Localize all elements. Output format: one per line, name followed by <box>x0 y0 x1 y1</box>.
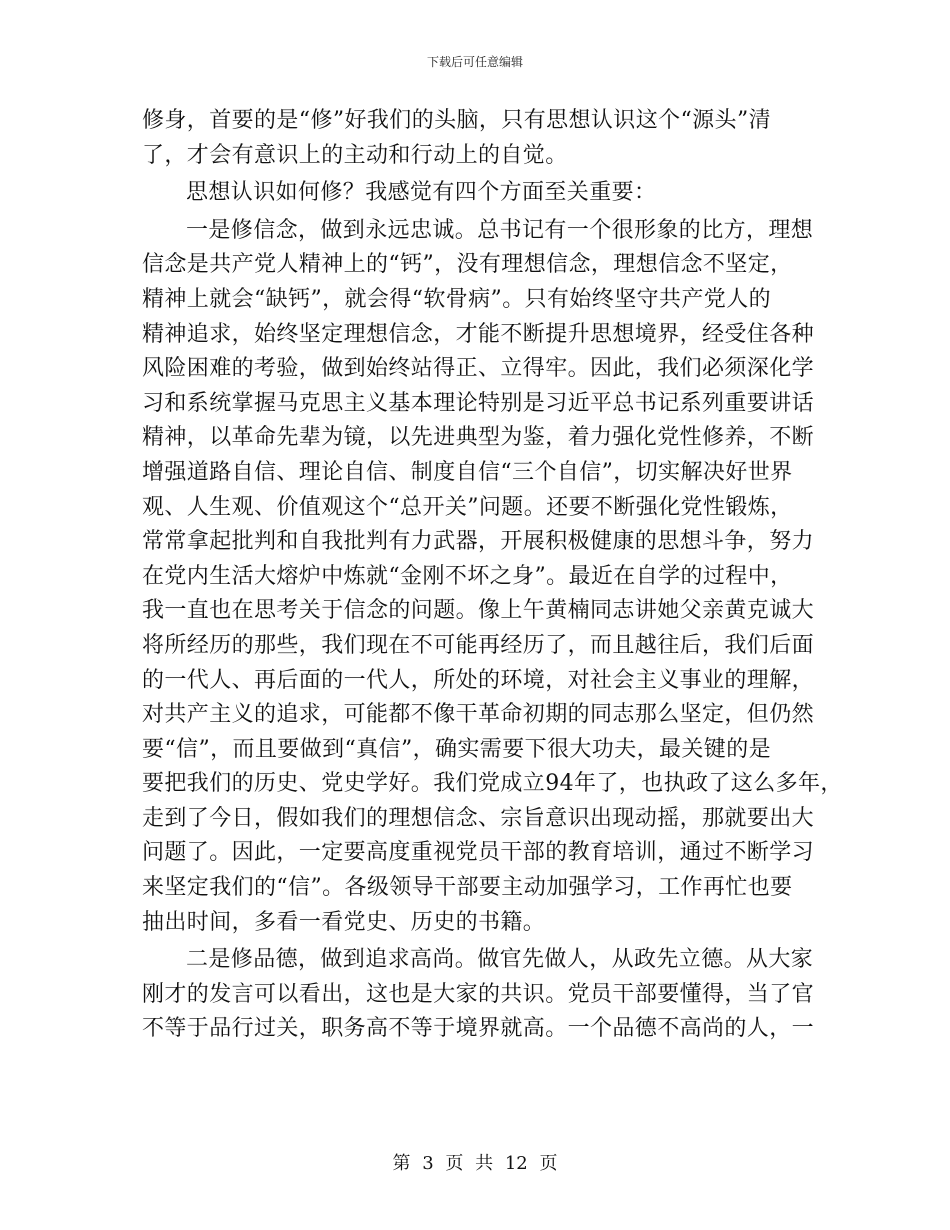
text-line: 走到了今日，假如我们的理想信念、宗旨意识出现动摇，那就要出大 <box>142 805 815 831</box>
text-line: 抽出时间，多看一看党史、历史的书籍。 <box>142 909 546 935</box>
text-line: 二是修品德，做到追求高尚。做官先做人，从政先立德。从大家 <box>186 947 814 973</box>
text-line: 要“信”，而且要做到“真信”，确实需要下很大功夫，最关键的是 <box>142 736 771 762</box>
page-number-footer: 第 3 页 共 12 页 <box>392 1153 558 1174</box>
text-line: 精神上就会“缺钙”，就会得“软骨病”。只有始终坚守共产党人的 <box>142 286 771 312</box>
text-line: 信念是共产党人精神上的“钙”，没有理想信念，理想信念不坚定， <box>142 252 793 278</box>
text-line: 常常拿起批判和自我批判有力武器，开展积极健康的思想斗争，努力 <box>142 529 815 555</box>
text-line: 刚才的发言可以看出，这也是大家的共识。党员干部要懂得，当了官 <box>142 981 815 1007</box>
text-line: 精神追求，始终坚定理想信念，才能不断提升思想境界，经受住各种 <box>142 321 815 347</box>
paragraph-heading: 思想认识如何修？我感觉有四个方面至关重要： <box>186 180 657 206</box>
text-line: 要把我们的历史、党史学好。我们党成立94年了，也执政了这么多年， <box>142 771 843 797</box>
document-body <box>142 104 843 1047</box>
text-line: 我一直也在思考关于信念的问题。像上午黄楠同志讲她父亲黄克诚大 <box>142 598 815 624</box>
text-line: 不等于品行过关，职务高不等于境界就高。一个品德不高尚的人，一 <box>142 1016 815 1042</box>
text-line: 问题了。因此，一定要高度重视党员干部的教育培训，通过不断学习 <box>142 840 815 866</box>
text-line: 观、人生观、价值观这个“总开关”问题。还要不断强化党性锻炼， <box>142 494 793 520</box>
text-line: 在党内生活大熔炉中炼就“金刚不坏之身”。最近在自学的过程中， <box>142 563 793 589</box>
text-line: 的一代人、再后面的一代人，所处的环境，对社会主义事业的理解， <box>142 667 815 693</box>
text-line: 了，才会有意识上的主动和行动上的自觉。 <box>142 142 568 168</box>
text-line: 对共产主义的追求，可能都不像干革命初期的同志那么坚定，但仍然 <box>142 702 815 728</box>
text-line: 一是修信念，做到永远忠诚。总书记有一个很形象的比方，理想 <box>186 217 814 243</box>
text-line: 习和系统掌握马克思主义基本理论特别是习近平总书记系列重要讲话 <box>142 390 815 416</box>
text-line: 来坚定我们的“信”。各级领导干部要主动加强学习，工作再忙也要 <box>142 875 793 901</box>
text-line: 风险困难的考验，做到始终站得正、立得牢。因此，我们必须深化学 <box>142 356 815 382</box>
text-line: 增强道路自信、理论自信、制度自信“三个自信”，切实解决好世界 <box>142 459 793 485</box>
page-header: 下载后可任意编辑 <box>426 55 523 69</box>
text-line: 修身，首要的是“修”好我们的头脑，只有思想认识这个“源头”清 <box>142 108 771 133</box>
text-line: 精神，以革命先辈为镜，以先进典型为鉴，着力强化党性修养，不断 <box>142 425 815 451</box>
text-line: 将所经历的那些，我们现在不可能再经历了，而且越往后，我们后面 <box>142 632 815 658</box>
